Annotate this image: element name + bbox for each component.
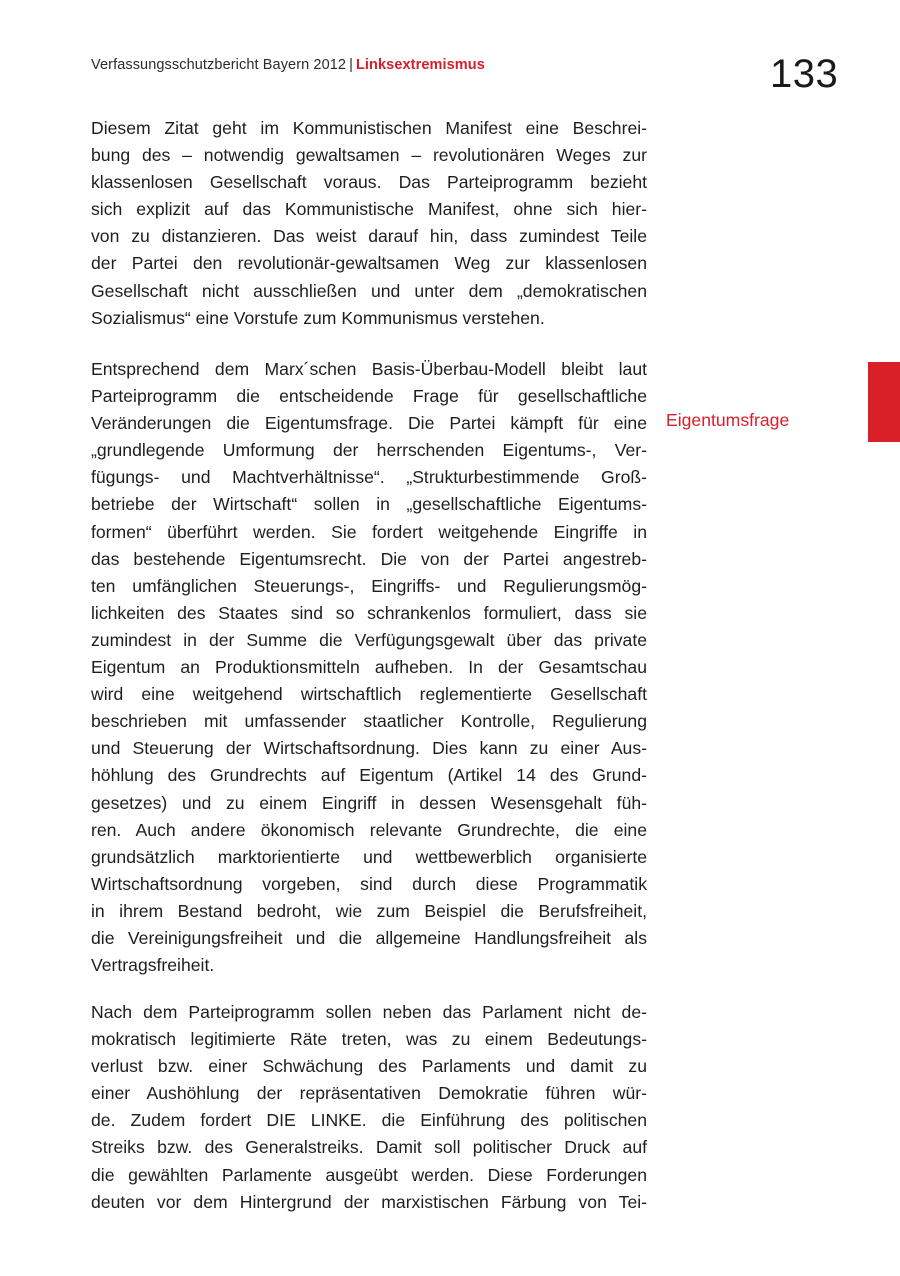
paragraph-3	[91, 999, 647, 1216]
page-number: 133	[770, 52, 839, 96]
text-line: grundsätzlich marktorientierte und wettbewerblich organisierte	[91, 846, 647, 867]
running-header	[91, 57, 485, 73]
text-line: „grundlegende Umformung der herrschenden Eigentums-, Ver-	[91, 440, 647, 461]
section-title: Linksextremismus	[355, 57, 485, 73]
text-line: ten umfänglichen Steuerungs-, Eingriffs- und Regulierungsmög-	[91, 575, 647, 596]
text-line: de. Zudem fordert DIE LINKE. die Einführung des politischen	[91, 1110, 647, 1131]
chapter-thumb-tab	[868, 362, 900, 442]
margin-note: Eigentumsfrage	[666, 410, 790, 430]
text-line: Parteiprogramm die entscheidende Frage für gesellschaftliche	[91, 386, 647, 407]
text-line: mokratisch legitimierte Räte treten, was zu einem Bedeutungs-	[91, 1029, 647, 1050]
text-line: lichkeiten des Staates sind so schrankenlos formuliert, dass sie	[91, 602, 647, 623]
text-line: deuten vor dem Hintergrund der marxistischen Färbung von Tei-	[91, 1191, 647, 1212]
text-line: Diesem Zitat geht im Kommunistischen Manifest eine Beschrei-	[91, 118, 647, 138]
text-line: und Steuerung der Wirtschaftsordnung. Dies kann zu einer Aus-	[91, 738, 647, 759]
text-line: einer Aushöhlung der repräsentativen Demokratie führen wür-	[91, 1083, 647, 1104]
text-line: formen“ überführt werden. Sie fordert weitgehende Eingriffe in	[91, 521, 647, 542]
paragraph-1	[91, 115, 647, 332]
text-line: ren. Auch andere ökonomisch relevante Grundrechte, die eine	[91, 819, 647, 840]
header-separator: |	[349, 57, 353, 73]
text-line: das bestehende Eigentumsrecht. Die von der Partei angestreb-	[91, 548, 647, 569]
text-line: Veränderungen die Eigentumsfrage. Die Partei kämpft für eine	[91, 413, 647, 434]
text-line: bung des – notwendig gewaltsamen – revolutionären Weges zur	[91, 145, 647, 166]
publication-title: Verfassungsschutzbericht Bayern 2012	[91, 57, 347, 73]
text-line: gesetzes) und zu einem Eingriff in dessen Wesensgehalt füh-	[91, 792, 647, 813]
text-line: von zu distanzieren. Das weist darauf hin, dass zumindest Teile	[91, 226, 647, 247]
text-line: Eigentum an Produktionsmitteln aufheben. In der Gesamtschau	[91, 657, 647, 678]
text-line: beschrieben mit umfassender staatlicher Kontrolle, Regulierung	[91, 711, 647, 732]
text-line: verlust bzw. einer Schwächung des Parlaments und damit zu	[91, 1056, 647, 1077]
text-line: klassenlosen Gesellschaft voraus. Das Parteiprogramm bezieht	[91, 172, 647, 193]
text-line: Vertragsfreiheit.	[91, 955, 215, 976]
text-line: Nach dem Parteiprogramm sollen neben das Parlament nicht de-	[91, 1002, 647, 1022]
text-line: Sozialismus“ eine Vorstufe zum Kommunismus verstehen.	[91, 307, 545, 328]
text-line: Streiks bzw. des Generalstreiks. Damit soll politischer Druck auf	[91, 1137, 647, 1158]
text-line: betriebe der Wirtschaft“ sollen in „gesellschaftliche Eigentums-	[91, 494, 647, 515]
text-line: sich explizit auf das Kommunistische Manifest, ohne sich hier-	[91, 199, 647, 220]
paragraph-2	[91, 356, 647, 979]
text-line: Wirtschaftsordnung vorgeben, sind durch diese Programmatik	[91, 873, 647, 894]
text-line: fügungs- und Machtverhältnisse“. „Strukturbestimmende Groß-	[91, 467, 647, 488]
text-line: zumindest in der Summe die Verfügungsgewalt über das private	[91, 629, 647, 650]
text-line: der Partei den revolutionär-gewaltsamen Weg zur klassenlosen	[91, 253, 647, 274]
text-line: höhlung des Grundrechts auf Eigentum (Artikel 14 des Grund-	[91, 765, 647, 786]
text-line: wird eine weitgehend wirtschaftlich reglementierte Gesellschaft	[91, 684, 647, 705]
text-line: die gewählten Parlamente ausgeübt werden. Diese Forderungen	[91, 1164, 647, 1185]
text-line: die Vereinigungsfreiheit und die allgemeine Handlungsfreiheit als	[91, 927, 647, 948]
text-line: Gesellschaft nicht ausschließen und unter dem „demokratischen	[91, 280, 647, 301]
text-line: Entsprechend dem Marx´schen Basis-Überbau-Modell bleibt laut	[91, 359, 647, 379]
text-line: in ihrem Bestand bedroht, wie zum Beispiel die Berufsfreiheit,	[91, 900, 647, 921]
